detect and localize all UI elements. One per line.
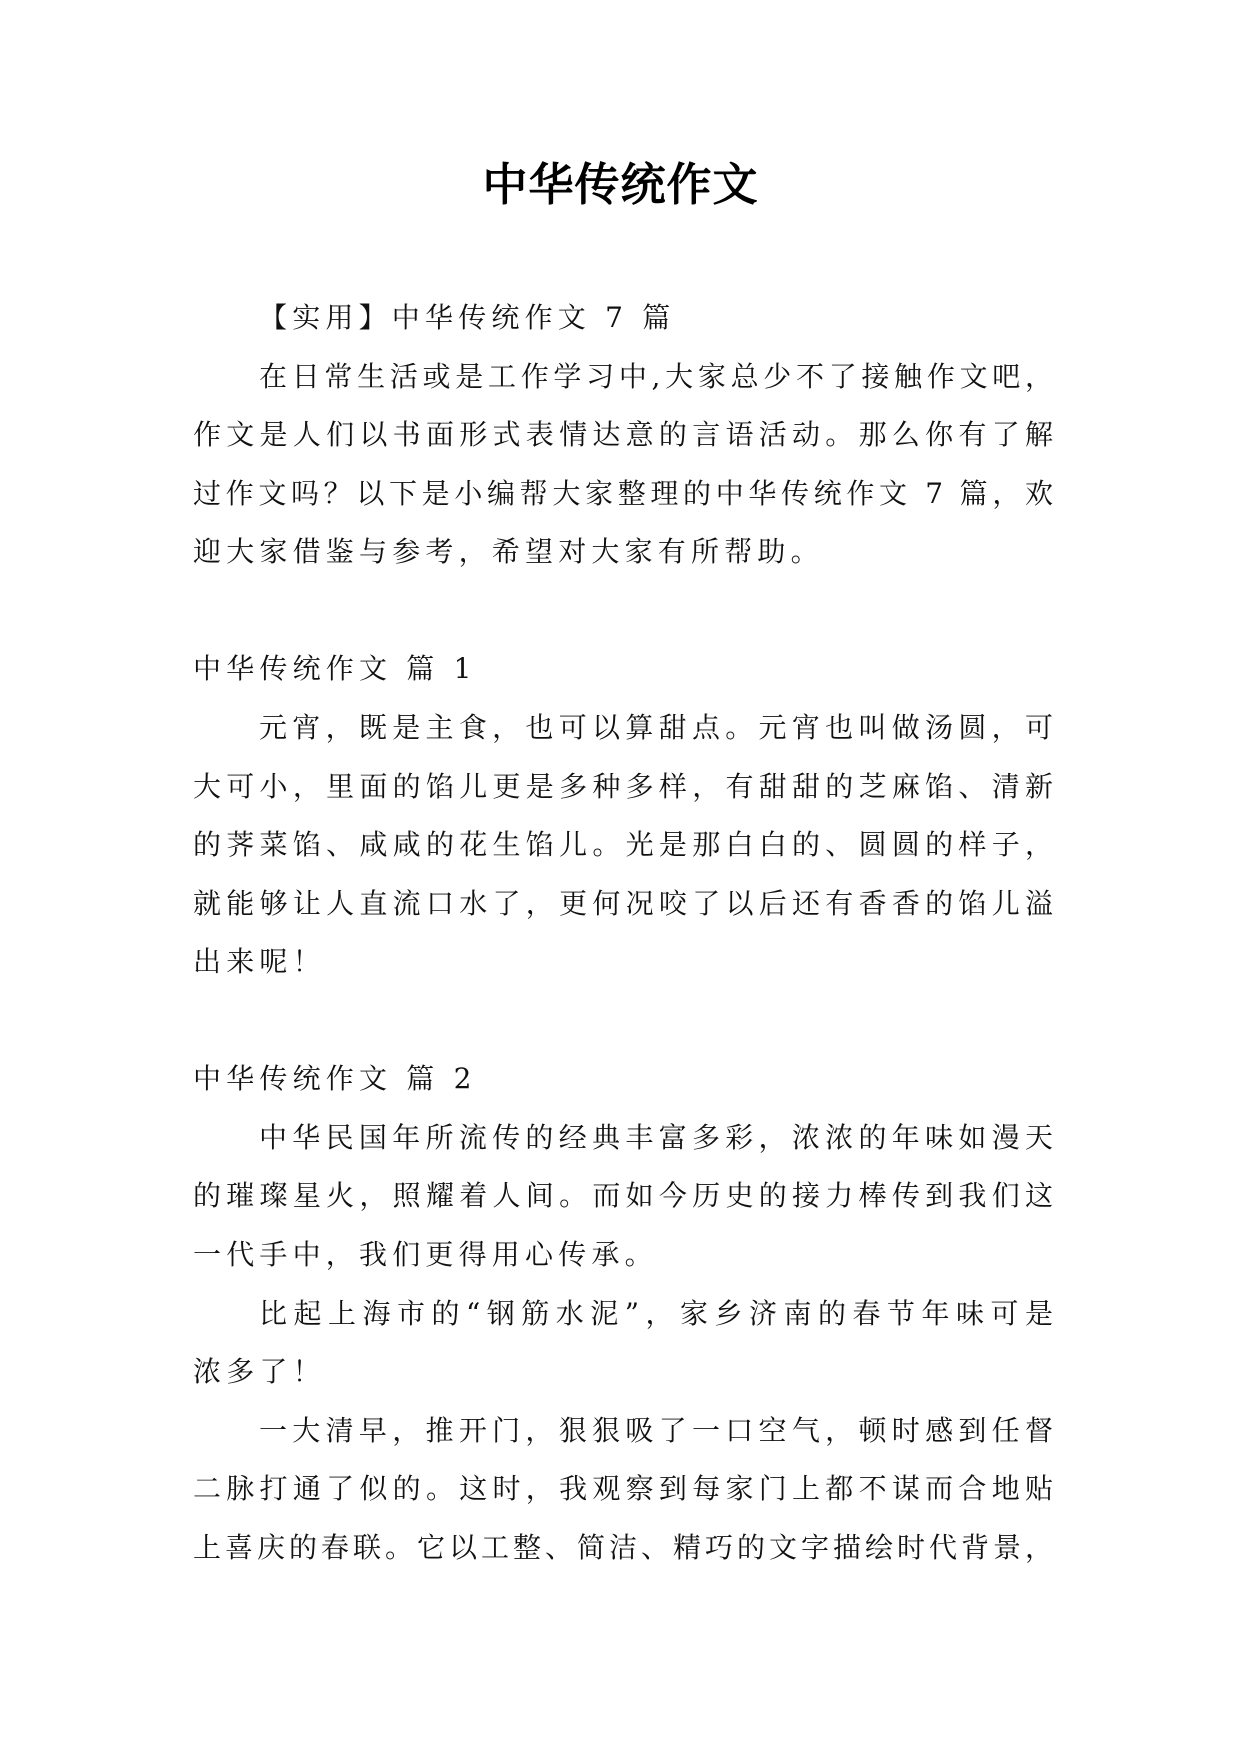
paragraph-line: 作文是人们以书面形式表情达意的言语活动。那么你有了解 — [193, 418, 1056, 452]
paragraph-line: 上喜庆的春联。它以工整、简洁、精巧的文字描绘时代背景， — [193, 1530, 1056, 1564]
document-title: 中华传统作文 — [482, 158, 759, 211]
paragraph-line: 过作文吗？以下是小编帮大家整理的中华传统作文 7 篇，欢 — [193, 476, 1056, 510]
paragraph-line: 就能够让人直流口水了，更何况咬了以后还有香香的馅儿溢 — [193, 886, 1056, 920]
paragraph-line: 元宵，既是主食，也可以算甜点。元宵也叫做汤圆，可 — [259, 710, 1056, 744]
paragraph-line: 比起上海市的“钢筋水泥”，家乡济南的春节年味可是 — [259, 1296, 1056, 1330]
section-heading: 中华传统作文 篇 1 — [193, 652, 477, 686]
paragraph-line: 中华民国年所流传的经典丰富多彩，浓浓的年味如漫天 — [259, 1120, 1056, 1154]
section-spacer — [193, 992, 1056, 1051]
paragraph-line: 在日常生活或是工作学习中,大家总少不了接触作文吧， — [259, 359, 1056, 393]
section-spacer — [193, 582, 1056, 641]
paragraph-line: 二脉打通了似的。这时，我观察到每家门上都不谋而合地贴 — [193, 1472, 1056, 1506]
paragraph-line: 出来呢！ — [193, 945, 326, 979]
paragraph-line: 大可小，里面的馅儿更是多种多样，有甜甜的芝麻馅、清新 — [193, 769, 1056, 803]
paragraph-line: 一大清早，推开门，狠狠吸了一口空气，顿时感到任督 — [259, 1413, 1056, 1447]
paragraph-line: 一代手中，我们更得用心传承。 — [193, 1238, 658, 1271]
paragraph-line: 的荠菜馅、咸咸的花生馅儿。光是那白白的、圆圆的样子， — [193, 828, 1056, 862]
section-heading: 中华传统作文 篇 2 — [193, 1062, 477, 1096]
intro-subtitle: 【实用】中华传统作文 7 篇 — [259, 301, 676, 334]
document-body — [193, 289, 1056, 1577]
paragraph-line: 迎大家借鉴与参考，希望对大家有所帮助。 — [193, 535, 824, 569]
paragraph-line: 浓多了！ — [193, 1355, 326, 1389]
paragraph-line: 的璀璨星火，照耀着人间。而如今历史的接力棒传到我们这 — [193, 1179, 1056, 1213]
